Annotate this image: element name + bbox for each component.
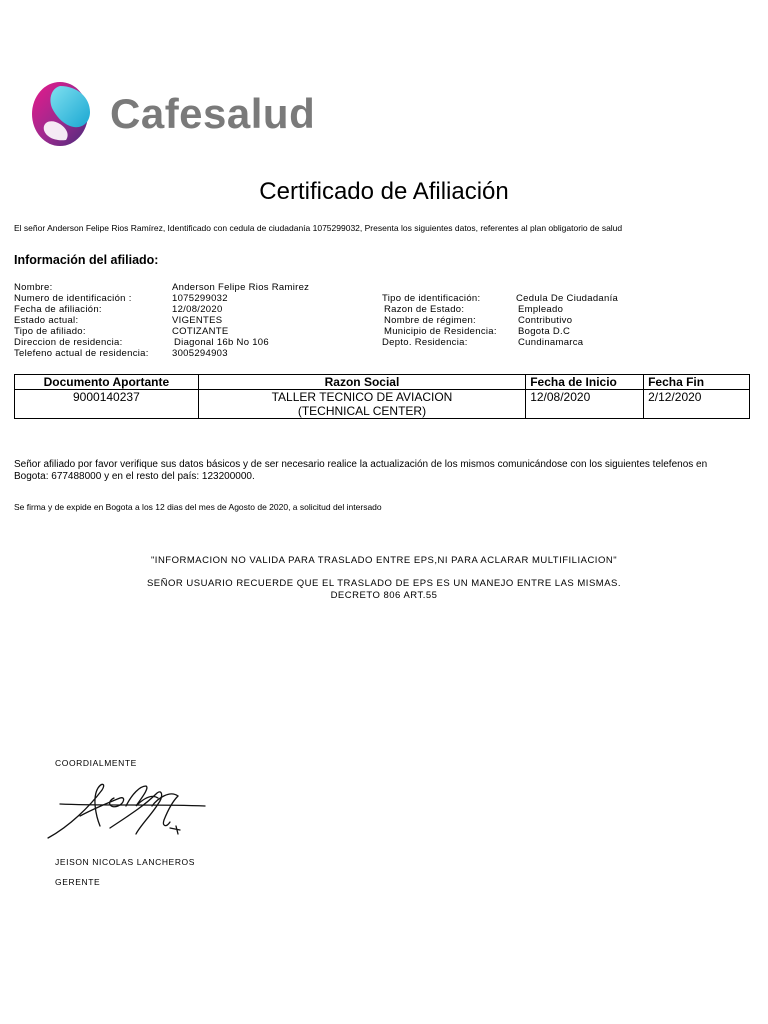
field-value-razon-estado: Empleado bbox=[518, 304, 564, 315]
cafesalud-logo-icon bbox=[30, 80, 94, 148]
table-header-razon-social: Razon Social bbox=[198, 375, 525, 390]
field-label-telefono: Telefeno actual de residencia: bbox=[14, 348, 149, 359]
cell-razon-line1: TALLER TECNICO DE AVIACION bbox=[271, 390, 453, 404]
field-label-direccion: Direccion de residencia: bbox=[14, 337, 123, 348]
field-value-numero-identificacion: 1075299032 bbox=[172, 293, 228, 304]
field-label-municipio: Municipio de Residencia: bbox=[384, 326, 497, 337]
table-header-row bbox=[15, 375, 750, 390]
field-value-regimen: Contributivo bbox=[518, 315, 573, 326]
field-label-nombre: Nombre: bbox=[14, 282, 53, 293]
field-label-tipo-afiliado: Tipo de afiliado: bbox=[14, 326, 86, 337]
closing-text: COORDIALMENTE bbox=[55, 758, 137, 768]
brand-name: Cafesalud bbox=[110, 90, 316, 137]
notice-eps: SEÑOR USUARIO RECUERDE QUE EL TRASLADO DE EPS ES UN MANEJO ENTRE LAS MISMAS. bbox=[146, 578, 622, 589]
cell-documento: 9000140237 bbox=[15, 390, 199, 419]
signer-name: JEISON NICOLAS LANCHEROS bbox=[55, 857, 196, 867]
field-value-estado-actual: VIGENTES bbox=[172, 315, 223, 326]
section-title: Información del afiliado: bbox=[14, 253, 159, 267]
cell-fecha-fin: 2/12/2020 bbox=[644, 390, 750, 419]
field-value-direccion: Diagonal 16b No 106 bbox=[174, 337, 269, 348]
cell-razon-line2: (TECHNICAL CENTER) bbox=[297, 404, 427, 418]
field-value-nombre: Anderson Felipe Rios Ramirez bbox=[172, 282, 310, 293]
table-header-documento: Documento Aportante bbox=[15, 375, 199, 390]
contribution-table bbox=[14, 374, 750, 419]
table-row bbox=[15, 390, 750, 419]
notice-decree: DECRETO 806 ART.55 bbox=[330, 590, 438, 601]
field-value-municipio: Bogota D.C bbox=[518, 326, 571, 337]
field-label-fecha-afiliacion: Fecha de afiliación: bbox=[14, 304, 102, 315]
intro-text: El señor Anderson Felipe Rios Ramírez, Identificado con cedula de ciudadanía 1075299032, Presenta los siguientes datos, referentes al plan obligatorio de salud bbox=[14, 223, 623, 233]
field-value-tipo-afiliado: COTIZANTE bbox=[172, 326, 229, 337]
cell-razon-social bbox=[198, 390, 525, 419]
table-header-fecha-inicio: Fecha de Inicio bbox=[526, 375, 644, 390]
field-label-estado-actual: Estado actual: bbox=[14, 315, 79, 326]
field-label-tipo-identificacion: Tipo de identificación: bbox=[382, 293, 481, 304]
expedition-text: Se firma y de expide en Bogota a los 12 dias del mes de Agosto de 2020, a solicitud del intersado bbox=[14, 502, 382, 512]
field-label-regimen: Nombre de régimen: bbox=[384, 315, 476, 326]
cell-fecha-inicio: 12/08/2020 bbox=[526, 390, 644, 419]
field-label-numero-identificacion: Numero de identificación : bbox=[14, 293, 132, 304]
field-value-telefono: 3005294903 bbox=[172, 348, 228, 359]
field-value-tipo-identificacion: Cedula De Ciudadanía bbox=[516, 293, 619, 304]
field-label-depto: Depto. Residencia: bbox=[382, 337, 468, 348]
table-header-fecha-fin: Fecha Fin bbox=[644, 375, 750, 390]
field-label-razon-estado: Razon de Estado: bbox=[384, 304, 465, 315]
field-value-depto: Cundinamarca bbox=[518, 337, 584, 348]
notice-invalid: "INFORMACION NO VALIDA PARA TRASLADO ENTRE EPS,NI PARA ACLARAR MULTIFILIACION" bbox=[150, 555, 618, 566]
verify-paragraph: Señor afiliado por favor verifique sus datos básicos y de ser necesario realice la actualización de los mismos comunicándose con los siguientes telefenos en Bogota: 677488000 y en el resto del país: 123200000. bbox=[14, 459, 708, 482]
signer-role: GERENTE bbox=[55, 877, 101, 887]
document-title: Certificado de Afiliación bbox=[259, 178, 509, 205]
handwritten-signature-icon bbox=[40, 776, 215, 846]
field-value-fecha-afiliacion: 12/08/2020 bbox=[172, 304, 223, 315]
